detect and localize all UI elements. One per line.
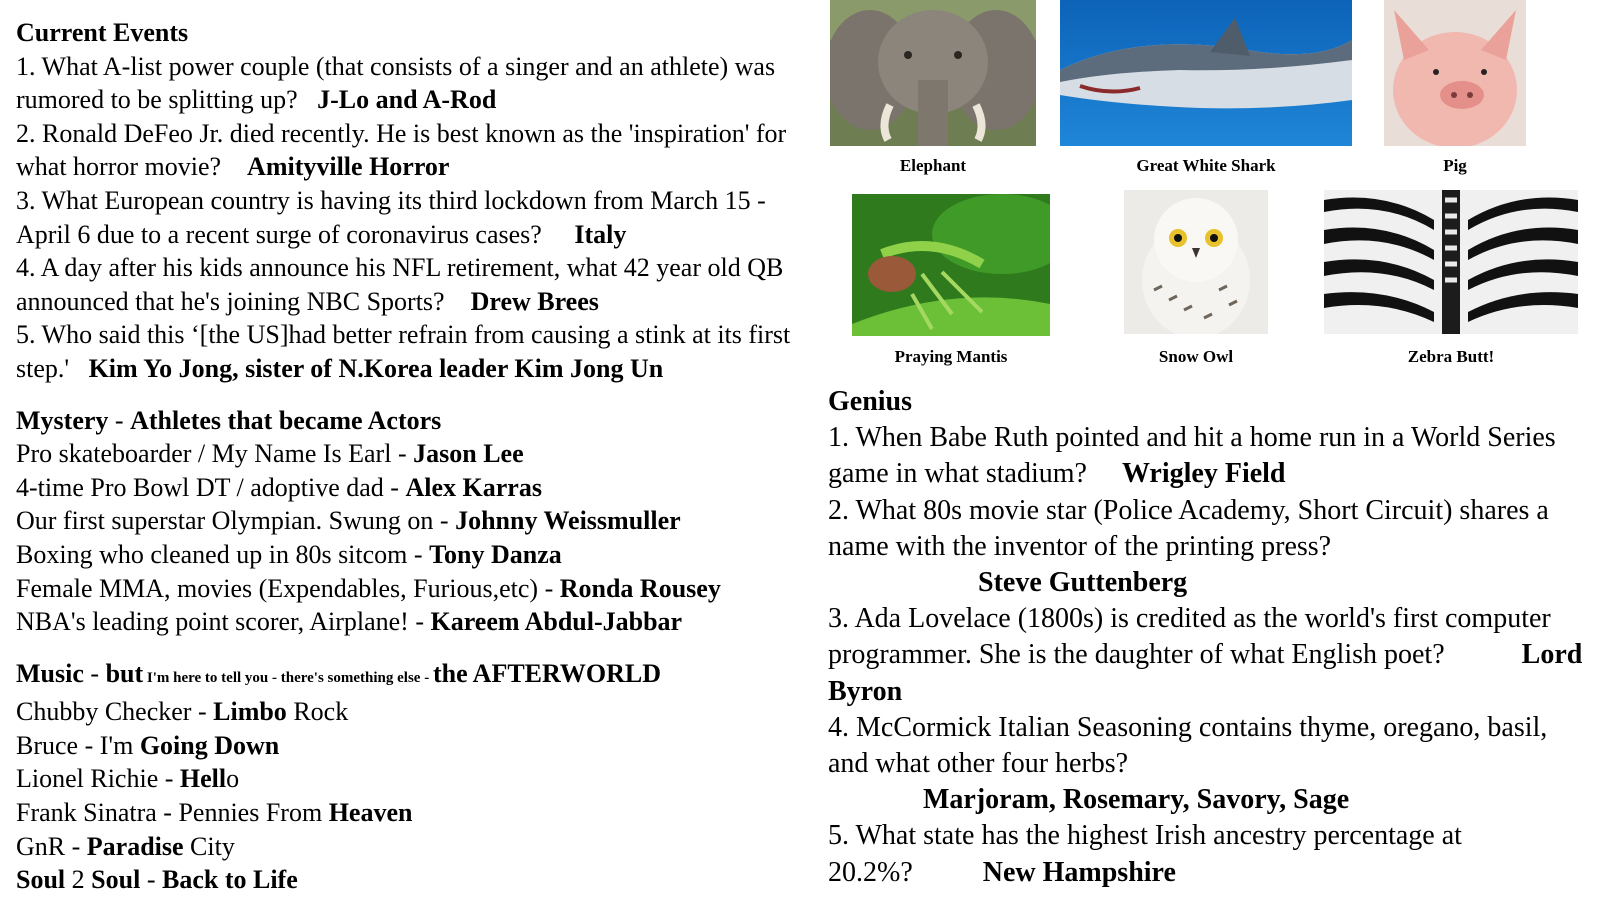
answer: Tony Danza [429, 539, 562, 569]
mystery-heading: Mystery - Athletes that became Actors [16, 405, 442, 435]
clue: Our first superstar Olympian. Swung on - [16, 506, 456, 536]
question-text: 1. What A-list power couple (that consists of a singer and an athlete) was rumored to be splitting up? [16, 51, 776, 115]
question-text: 5. What state has the highest Irish ancestry percentage at 20.2%? [828, 820, 1462, 888]
mystery-section [16, 404, 816, 639]
clue: Chubby Checker - [16, 697, 214, 727]
answer: Heaven [328, 798, 413, 828]
clue: Bruce - I'm [16, 730, 140, 760]
genius-q4-answer [828, 782, 1588, 818]
answer: Wrigley Field [1121, 458, 1286, 490]
answer: Going Down [139, 730, 280, 760]
genius-q1 [828, 420, 1588, 492]
answer: Alex Karras [405, 472, 542, 502]
mystery-item [16, 437, 816, 471]
music-item [16, 863, 816, 897]
answer: Amityville Horror [247, 152, 450, 182]
answer: Kareem Abdul-Jabbar [430, 607, 683, 637]
current-events-section [16, 16, 816, 386]
answer: Jason Lee [413, 439, 524, 469]
current-events-q3 [16, 184, 816, 251]
clue: Female MMA, movies (Expendables, Furious,etc) - [16, 573, 560, 603]
answer: Hell [179, 764, 227, 794]
answer: Johnny Weissmuller [455, 506, 681, 536]
mystery-title: Mystery [16, 405, 109, 435]
clue-tail: Rock [286, 697, 349, 727]
music-but: but [105, 658, 144, 688]
mystery-item [16, 504, 816, 538]
question-text: 2. What 80s movie star (Police Academy, Short Circuit) shares a name with the inventor of the printing press? [828, 494, 1549, 562]
genius-q5 [828, 818, 1588, 890]
answer: Soul [16, 865, 66, 895]
current-events-q4 [16, 251, 816, 318]
genius-title: Genius [828, 386, 913, 417]
mystery-item [16, 538, 816, 572]
answer: Limbo [213, 697, 287, 727]
answer: Lord Byron [828, 639, 1583, 707]
genius-q4 [828, 710, 1588, 782]
music-aside: I'm here to tell you - there's something else - [143, 669, 433, 686]
music-item [16, 796, 816, 830]
current-events-q2 [16, 117, 816, 184]
clue: Frank Sinatra - Pennies From [16, 798, 329, 828]
clue-tail: o [226, 764, 240, 794]
separator: - [83, 658, 106, 688]
music-item [16, 762, 816, 796]
separator: - [140, 865, 162, 895]
question-text: 3. Ada Lovelace (1800s) is credited as the world's first computer programmer. She is the daughter of what English poet? [828, 603, 1551, 671]
question-text: 4. A day after his kids announce his NFL retirement, what 42 year old QB announced that he's joining NBC Sports? [16, 253, 784, 316]
answer: Back to Life [161, 865, 298, 895]
genius-section [828, 384, 1588, 891]
clue: Lionel Richie - [16, 764, 180, 794]
mystery-subtitle: Athletes that became Actors [130, 405, 442, 435]
owl-photo [1124, 190, 1268, 334]
left-column [16, 16, 816, 897]
clue: 4-time Pro Bowl DT / adoptive dad - [16, 472, 406, 502]
pig-caption: Pig [1443, 156, 1467, 175]
zebra-caption: Zebra Butt! [1407, 347, 1495, 366]
mystery-item [16, 572, 816, 606]
music-item [16, 729, 816, 763]
music-item [16, 830, 816, 864]
current-events-q5 [16, 318, 816, 385]
elephant-caption: Elephant [899, 156, 967, 175]
mantis-photo [852, 194, 1050, 336]
question-text: 4. McCormick Italian Seasoning contains thyme, oregano, basil, and what other four herbs? [828, 711, 1548, 780]
genius-q2-answer [828, 565, 1588, 601]
pig-photo [1384, 0, 1526, 146]
owl-caption: Snow Owl [1158, 347, 1234, 366]
answer: Paradise [86, 831, 184, 861]
clue: NBA's leading point scorer, Airplane! - [16, 607, 431, 637]
clue-tail: City [183, 831, 235, 861]
music-afterworld: the AFTERWORLD [432, 658, 661, 688]
shark-photo [1060, 0, 1352, 146]
clue: Boxing who cleaned up in 80s sitcom - [16, 539, 430, 569]
music-section [16, 657, 816, 897]
music-heading [16, 657, 816, 696]
zebra-photo [1324, 190, 1578, 334]
answer: Ronda Rousey [559, 573, 721, 603]
answer: Drew Brees [470, 286, 599, 316]
answer: Kim Yo Jong, sister of N.Korea leader Kim Jong Un [88, 353, 664, 383]
clue: Pro skateboarder / My Name Is Earl - [16, 439, 414, 469]
answer: Italy [574, 219, 627, 249]
answer: New Hampshire [982, 856, 1176, 888]
clue: GnR - [16, 831, 87, 861]
music-item [16, 695, 816, 729]
elephant-photo [830, 0, 1036, 146]
clue: 2 [65, 865, 92, 895]
answer: Soul [91, 865, 141, 895]
genius-q2 [828, 493, 1588, 565]
answer: Steve Guttenberg [978, 567, 1188, 599]
current-events-title: Current Events [16, 18, 189, 47]
shark-caption: Great White Shark [1136, 156, 1276, 175]
question-text: 5. Who said this ‘[the US]had better refrain from causing a stink at its first step.' [16, 320, 791, 383]
answer: J-Lo and A-Rod [317, 85, 497, 115]
mystery-item [16, 605, 816, 639]
music-title: Music [16, 658, 84, 688]
answer: Marjoram, Rosemary, Savory, Sage [923, 784, 1350, 816]
mantis-caption: Praying Mantis [894, 347, 1008, 366]
question-text: 2. Ronald DeFeo Jr. died recently. He is best known as the 'inspiration' for what horror movie? [16, 118, 787, 182]
mystery-item [16, 471, 816, 505]
question-text: 1. When Babe Ruth pointed and hit a home run in a World Series game in what stadium? [828, 422, 1556, 490]
current-events-q1 [16, 50, 816, 117]
genius-q3 [828, 601, 1588, 710]
question-text: 3. What European country is having its third lockdown from March 15 - April 6 due to a recent surge of coronavirus cases? [16, 185, 766, 249]
